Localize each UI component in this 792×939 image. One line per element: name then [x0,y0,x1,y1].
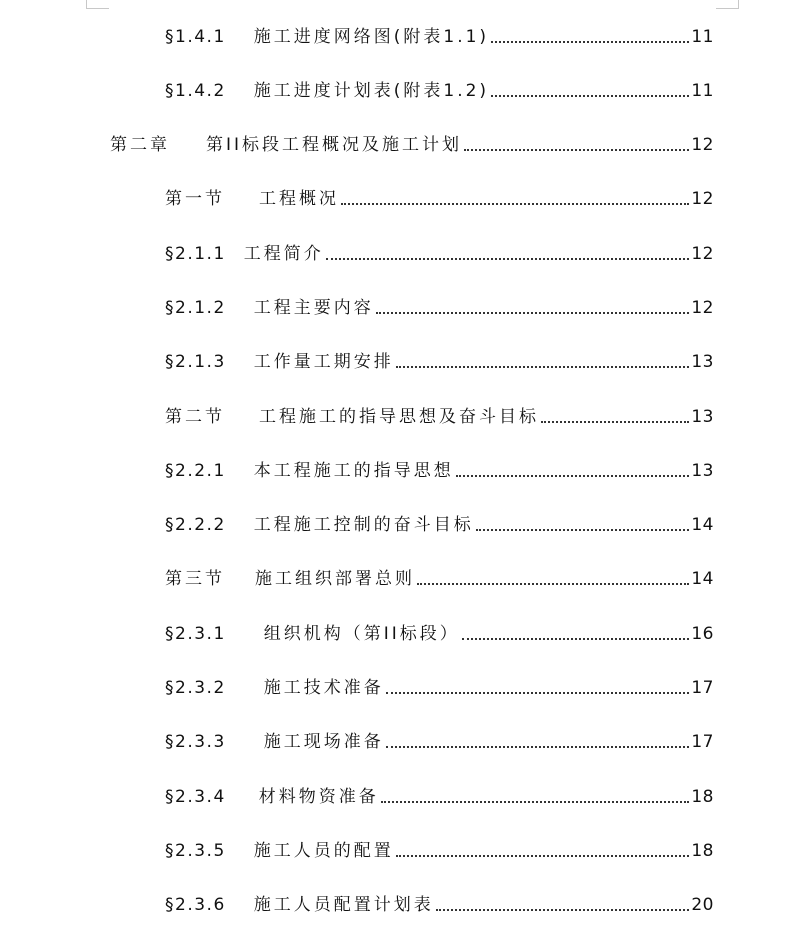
toc-entry-title: 施工人员配置计划表 [253,895,434,915]
toc-entry-title: 材料物资准备 [258,787,379,807]
toc-entry-number: 第二章 [110,135,170,155]
toc-dot-leader [326,258,690,260]
toc-entry-number: §1.4.1 [165,27,226,47]
toc-entry-page: 18 [691,787,714,807]
toc-entry-number: §2.3.6 [165,895,226,915]
toc-dot-leader [417,583,689,585]
toc-entry[interactable] [165,74,714,102]
toc-entry-title: 施工进度网络图(附表1.1) [253,27,490,47]
toc-entry-number: §2.1.3 [165,352,226,372]
toc-entry-title: 工程简介 [243,244,324,264]
toc-entry-title: 工作量工期安排 [253,352,394,372]
toc-entry-title: 工程主要内容 [253,298,374,318]
toc-entry-number: §2.3.5 [165,841,226,861]
toc-entry-page: 14 [691,515,714,535]
toc-entry-section[interactable] [165,562,714,590]
toc-entry-number: §2.1.2 [165,298,226,318]
toc-entry-chapter[interactable] [110,128,714,156]
toc-entry-title: 施工组织部署总则 [255,569,415,589]
toc-entry-title: 工程施工控制的奋斗目标 [253,515,474,535]
toc-entry-page: 14 [691,569,714,589]
toc-dot-leader [436,909,690,911]
toc-dot-leader [386,692,690,694]
toc-entry-number: §2.1.1 [165,244,226,264]
toc-entry-page: 18 [691,841,714,861]
toc-dot-leader [381,801,690,803]
toc-entry-section[interactable] [165,182,714,210]
toc-entry-page: 17 [691,678,714,698]
toc-entry-page: 16 [691,624,714,644]
toc-entry[interactable] [165,291,714,319]
margin-corner-mark-left [86,0,109,9]
toc-entry[interactable] [165,454,714,482]
toc-dot-leader [476,529,690,531]
toc-entry[interactable] [165,508,714,536]
toc-dot-leader [541,421,689,423]
toc-entry-title: 施工技术准备 [263,678,384,698]
toc-entry[interactable] [165,725,714,753]
toc-dot-leader [396,366,690,368]
toc-entry-page: 12 [691,244,714,264]
toc-entry[interactable] [165,780,714,808]
toc-entry[interactable] [165,888,714,916]
toc-dot-leader [386,746,690,748]
toc-entry-number: 第三节 [165,569,225,589]
toc-entry-page: 13 [691,461,714,481]
toc-entry-page: 17 [691,732,714,752]
toc-entry-number: §2.3.1 [165,624,226,644]
toc-entry[interactable] [165,617,714,645]
toc-entry-number: 第一节 [165,189,225,209]
toc-entry-page: 20 [691,895,714,915]
toc-entry-number: 第二节 [165,407,225,427]
toc-entry-number: §2.3.3 [165,732,226,752]
toc-dot-leader [491,95,689,97]
toc-entry-page: 12 [691,135,714,155]
toc-entry-title: 施工进度计划表(附表1.2) [253,81,490,101]
toc-entry-page: 12 [691,298,714,318]
toc-entry-number: §1.4.2 [165,81,226,101]
toc-dot-leader [464,149,689,151]
toc-entry-page: 11 [691,81,714,101]
toc-entry[interactable] [165,237,714,265]
toc-entry[interactable] [165,671,714,699]
toc-entry-title: 施工现场准备 [263,732,384,752]
toc-entry-title: 本工程施工的指导思想 [253,461,454,481]
toc-entry-page: 13 [691,407,714,427]
toc-entry-title: 第II标段工程概况及施工计划 [206,135,463,155]
toc-dot-leader [341,203,689,205]
toc-entry[interactable] [165,834,714,862]
toc-entry[interactable] [165,20,714,48]
toc-entry-title: 工程概况 [259,189,339,209]
toc-dot-leader [491,41,689,43]
toc-entry-title: 组织机构（第II标段） [263,624,460,644]
toc-entry-number: §2.3.2 [165,678,226,698]
toc-entry-number: §2.2.1 [165,461,226,481]
toc-entry-number: §2.2.2 [165,515,226,535]
toc-dot-leader [396,855,690,857]
toc-entry[interactable] [165,345,714,373]
toc-entry-page: 12 [691,189,714,209]
toc-dot-leader [376,312,690,314]
margin-corner-mark-right [716,0,739,9]
toc-dot-leader [462,638,690,640]
toc-entry-title: 工程施工的指导思想及奋斗目标 [259,407,539,427]
toc-entry-page: 11 [691,27,714,47]
toc-entry-title: 施工人员的配置 [253,841,394,861]
toc-entry-number: §2.3.4 [165,787,226,807]
toc-entry-page: 13 [691,352,714,372]
toc-dot-leader [456,475,690,477]
toc-entry-section[interactable] [165,400,714,428]
